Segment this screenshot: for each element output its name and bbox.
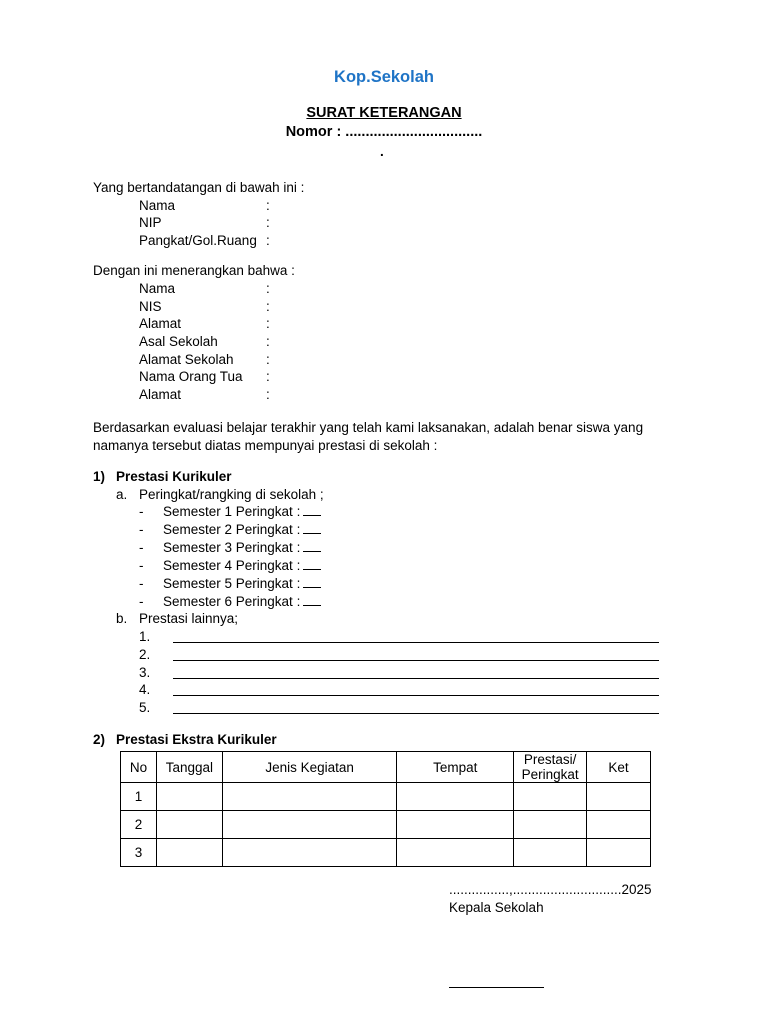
column-header: Jenis Kegiatan [222, 752, 397, 783]
signer-field-label: Nama [139, 198, 176, 213]
table-cell [222, 783, 397, 811]
document-number: Nomor : .................................. [285, 124, 483, 140]
section1-b-text: Prestasi lainnya; [139, 611, 239, 626]
semester-rank-item [163, 557, 321, 575]
semester-rank-label: Semester 5 Peringkat : [163, 576, 301, 591]
table-cell [222, 811, 397, 839]
rank-blank [303, 503, 321, 516]
semester-rank-item [163, 575, 321, 593]
other-achievement-number: 2. [139, 647, 151, 662]
table-cell [397, 783, 514, 811]
other-achievement-number: 3. [139, 665, 151, 680]
field-colon: : [266, 299, 270, 314]
bullet-dash: - [139, 504, 144, 519]
row-number: 2 [121, 811, 157, 839]
table-cell [156, 783, 222, 811]
other-achievement-number: 5. [139, 700, 151, 715]
semester-rank-item [163, 539, 321, 557]
section1-number: 1) [93, 469, 106, 484]
section1-b-label: b. [116, 611, 128, 626]
table-cell [587, 783, 651, 811]
table-cell [397, 811, 514, 839]
signature-line [449, 987, 544, 988]
table-cell [587, 839, 651, 867]
column-header: Tanggal [156, 752, 222, 783]
rank-blank [303, 575, 321, 588]
student-field-label: Alamat [139, 387, 182, 402]
rank-blank [303, 521, 321, 534]
bullet-dash: - [139, 594, 144, 609]
section1-a-text: Peringkat/rangking di sekolah ; [139, 487, 324, 502]
other-achievement-line [173, 678, 659, 679]
field-colon: : [266, 334, 270, 349]
other-achievement-line [173, 660, 659, 661]
table-row [121, 839, 651, 867]
other-achievement-line [173, 713, 659, 714]
rank-blank [303, 539, 321, 552]
semester-rank-label: Semester 3 Peringkat : [163, 540, 301, 555]
place-date-line: ................,.............................2025 [449, 882, 652, 897]
section1-title: Prestasi Kurikuler [116, 469, 232, 484]
table-cell [514, 811, 587, 839]
section2-number: 2) [93, 732, 106, 747]
column-header: Ket [587, 752, 651, 783]
title-dot: . [380, 144, 384, 159]
field-colon: : [266, 215, 270, 230]
student-field-label: Alamat [139, 316, 182, 331]
table-row [121, 783, 651, 811]
field-colon: : [266, 352, 270, 367]
table-header-row [121, 752, 651, 783]
field-colon: : [266, 233, 270, 248]
table-cell [222, 839, 397, 867]
row-number: 3 [121, 839, 157, 867]
row-number: 1 [121, 783, 157, 811]
other-achievement-line [173, 642, 659, 643]
signer-intro: Yang bertandatangan di bawah ini : [93, 180, 305, 195]
table-cell [397, 839, 514, 867]
table-cell [156, 839, 222, 867]
bullet-dash: - [139, 540, 144, 555]
signer-role: Kepala Sekolah [449, 900, 544, 915]
semester-rank-item [163, 593, 321, 611]
semester-rank-label: Semester 4 Peringkat : [163, 558, 301, 573]
table-cell [587, 811, 651, 839]
semester-rank-item [163, 521, 321, 539]
semester-rank-label: Semester 2 Peringkat : [163, 522, 301, 537]
bullet-dash: - [139, 522, 144, 537]
rank-blank [303, 557, 321, 570]
column-header: No [121, 752, 157, 783]
bullet-dash: - [139, 558, 144, 573]
semester-rank-label: Semester 1 Peringkat : [163, 504, 301, 519]
semester-rank-item [163, 503, 321, 521]
letterhead-placeholder: Kop.Sekolah [334, 68, 434, 86]
column-header: Prestasi/ Peringkat [514, 752, 587, 783]
student-field-label: Nama [139, 281, 176, 296]
bullet-dash: - [139, 576, 144, 591]
section2-title: Prestasi Ekstra Kurikuler [116, 732, 277, 747]
other-achievement-number: 4. [139, 682, 151, 697]
field-colon: : [266, 316, 270, 331]
field-colon: : [266, 369, 270, 384]
document-title: SURAT KETERANGAN [306, 105, 462, 121]
extracurricular-table [120, 751, 651, 867]
field-colon: : [266, 387, 270, 402]
student-field-label: Nama Orang Tua [139, 369, 243, 384]
signer-field-label: NIP [139, 215, 162, 230]
signer-field-label: Pangkat/Gol.Ruang [139, 233, 257, 248]
other-achievement-line [173, 695, 659, 696]
table-row [121, 811, 651, 839]
table-cell [156, 811, 222, 839]
student-field-label: Alamat Sekolah [139, 352, 234, 367]
field-colon: : [266, 198, 270, 213]
rank-blank [303, 593, 321, 606]
semester-rank-label: Semester 6 Peringkat : [163, 594, 301, 609]
table-cell [514, 839, 587, 867]
table-cell [514, 783, 587, 811]
column-header: Tempat [397, 752, 514, 783]
statement-paragraph: Berdasarkan evaluasi belajar terakhir yang telah kami laksanakan, adalah benar siswa yang namanya tersebut diatas mempunyai prestasi di sekolah : [93, 420, 644, 453]
student-field-label: NIS [139, 299, 162, 314]
student-field-label: Asal Sekolah [139, 334, 218, 349]
field-colon: : [266, 281, 270, 296]
other-achievement-number: 1. [139, 629, 151, 644]
section1-a-label: a. [116, 487, 128, 502]
student-intro: Dengan ini menerangkan bahwa : [93, 263, 295, 278]
